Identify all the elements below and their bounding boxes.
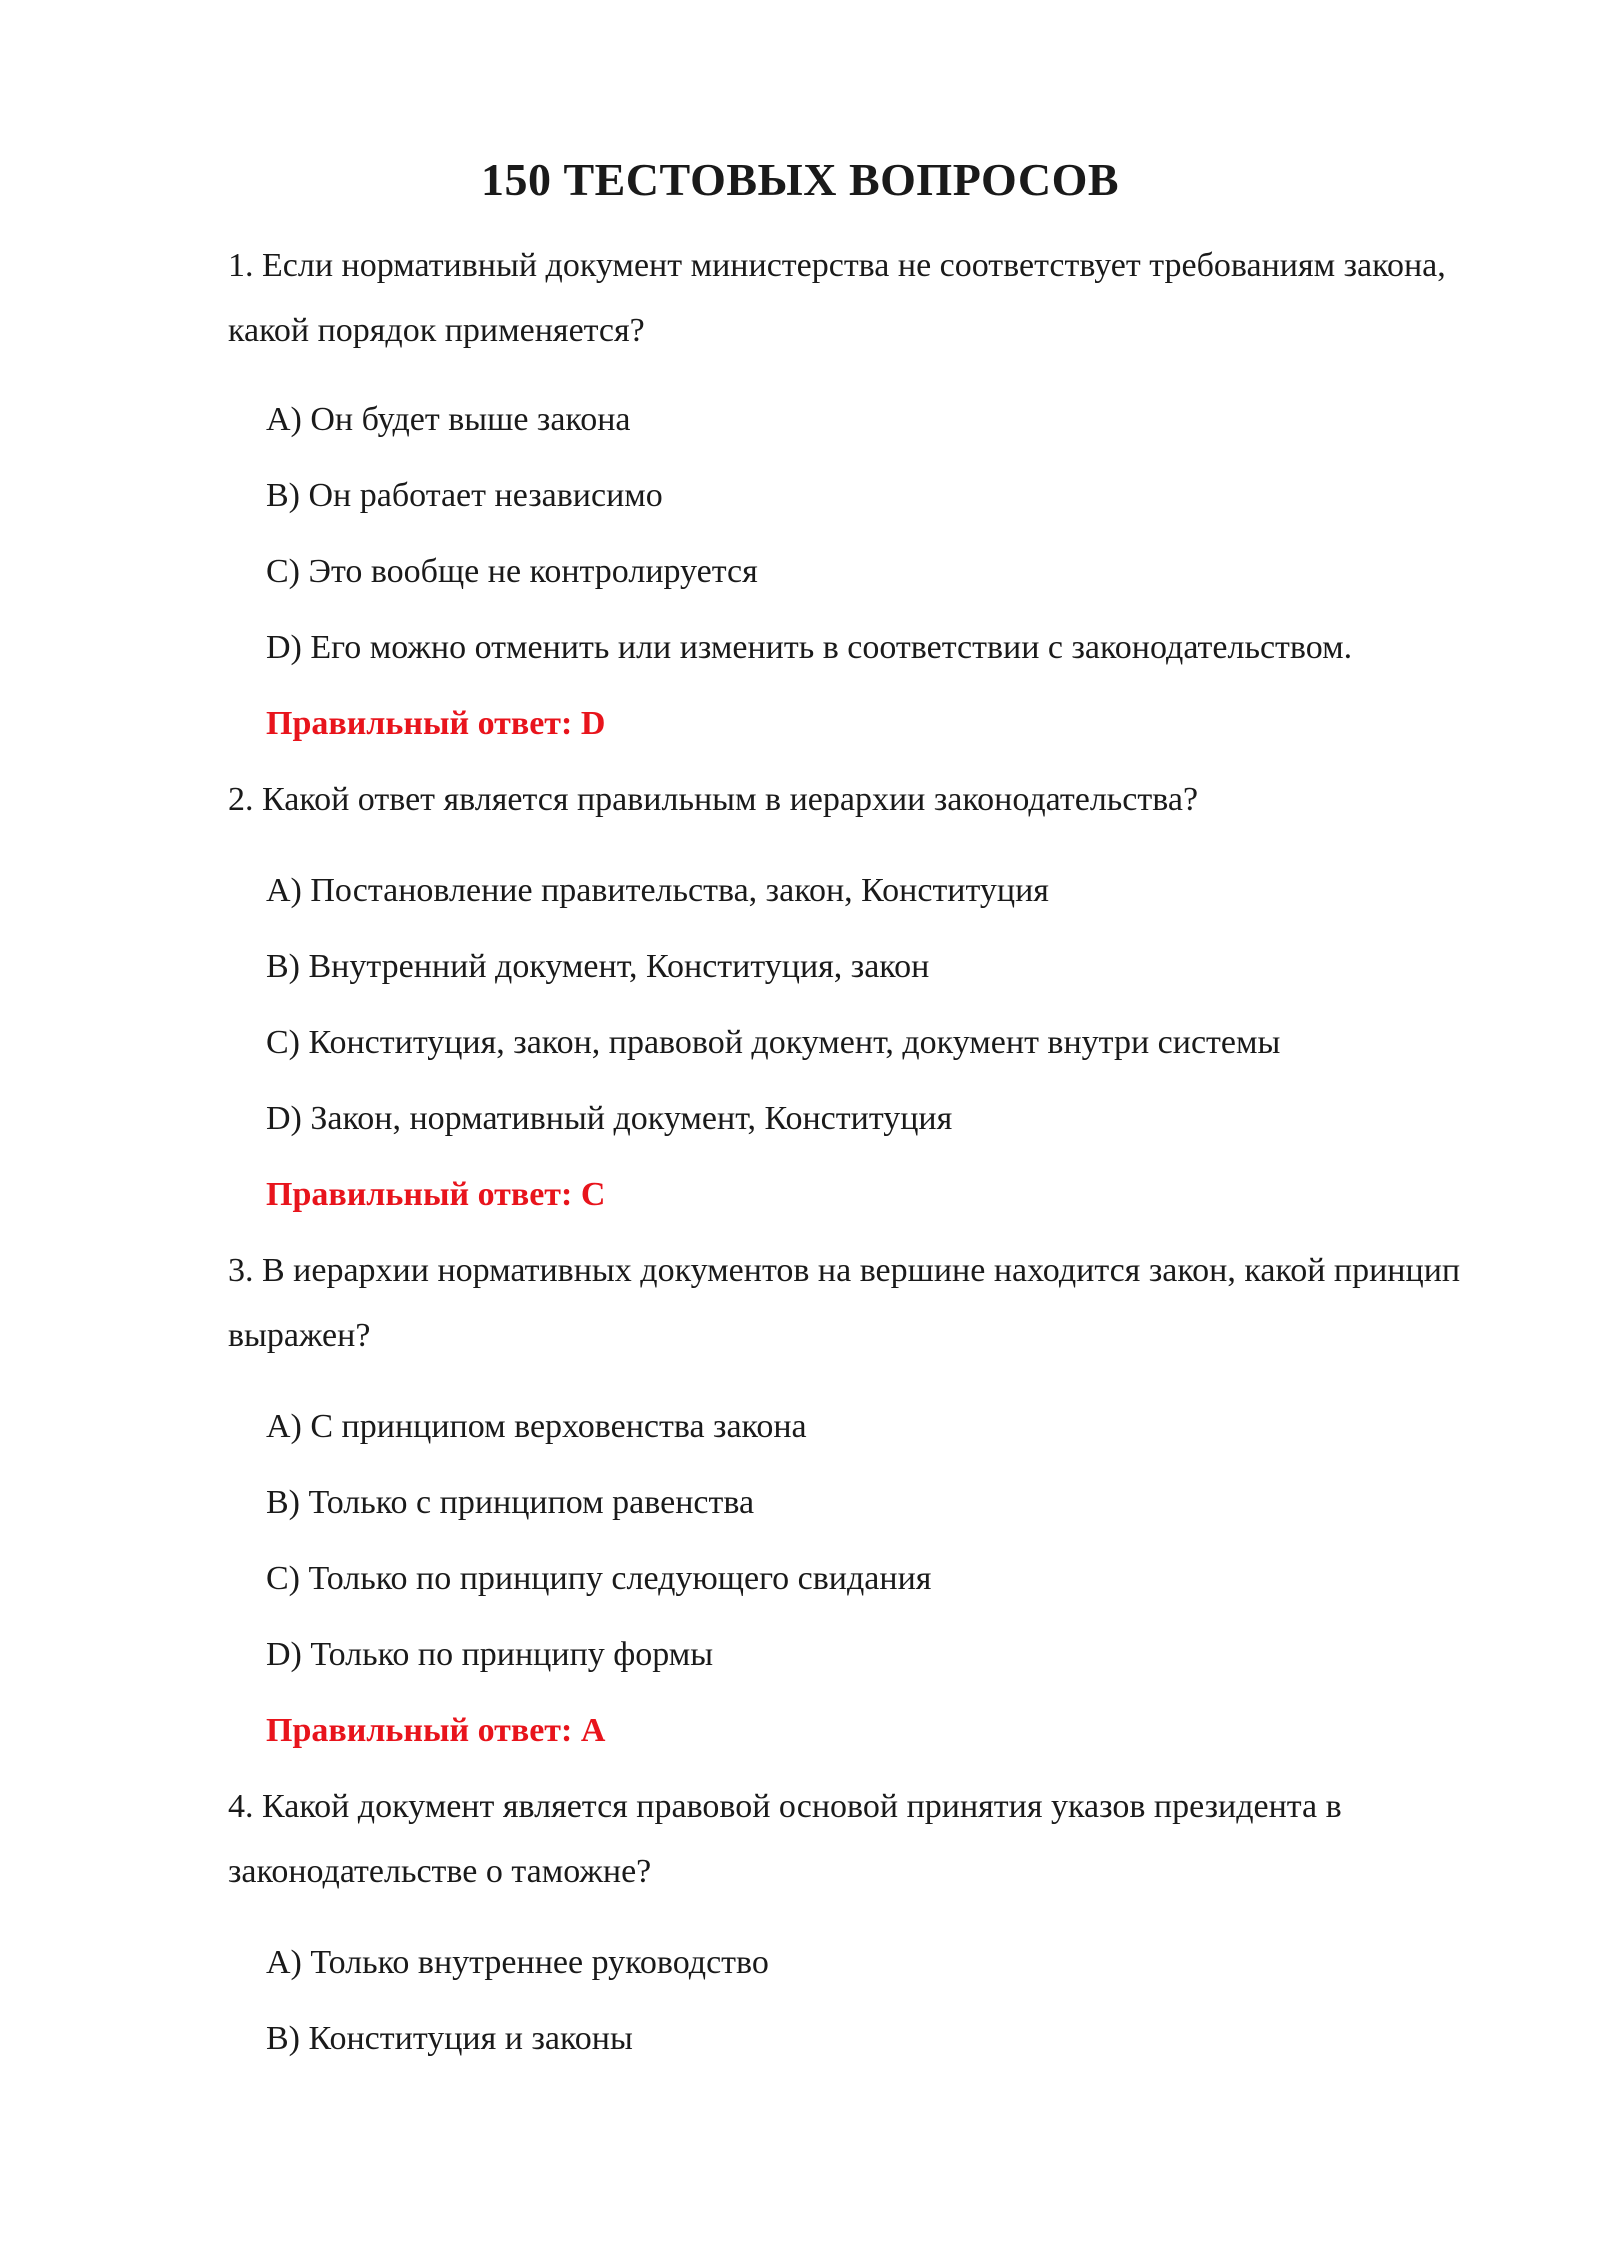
question-1-option-c: C) Это вообще не контролируется (266, 553, 758, 590)
question-2-answer: Правильный ответ: C (266, 1176, 606, 1213)
question-2-option-d: D) Закон, нормативный документ, Конституция (266, 1100, 953, 1137)
document-title: 150 ТЕСТОВЫХ ВОПРОСОВ (480, 154, 1120, 205)
question-3-answer: Правильный ответ: A (266, 1712, 606, 1749)
question-1-option-d: D) Его можно отменить или изменить в соответствии с законодательством. (266, 629, 1353, 666)
question-3-option-a: A) С принципом верховенства закона (266, 1408, 807, 1445)
question-1-option-a: A) Он будет выше закона (266, 401, 631, 438)
question-2-option-c: C) Конституция, закон, правовой документ, документ внутри системы (266, 1024, 1281, 1061)
question-1: 1. Если нормативный документ министерства не соответствует требованиям закона, какой порядок применяется? (228, 247, 1446, 349)
question-4: 4. Какой документ является правовой основой принятия указов президента в законодательстве о таможне? (228, 1788, 1342, 1890)
question-2-option-b: B) Внутренний документ, Конституция, закон (266, 948, 930, 985)
question-4-option-b: B) Конституция и законы (266, 2020, 633, 2057)
question-1-answer: Правильный ответ: D (266, 705, 606, 742)
question-3: 3. В иерархии нормативных документов на вершине находится закон, какой принцип выражен? (228, 1252, 1461, 1354)
question-3-option-d: D) Только по принципу формы (266, 1636, 714, 1673)
question-4-option-a: A) Только внутреннее руководство (266, 1944, 769, 1981)
question-3-option-b: B) Только с принципом равенства (266, 1484, 755, 1521)
question-3-option-c: C) Только по принципу следующего свидания (266, 1560, 932, 1597)
question-2: 2. Какой ответ является правильным в иерархии законодательства? (228, 781, 1199, 818)
question-1-option-b: B) Он работает независимо (266, 477, 663, 514)
question-2-option-a: A) Постановление правительства, закон, Конституция (266, 872, 1049, 909)
